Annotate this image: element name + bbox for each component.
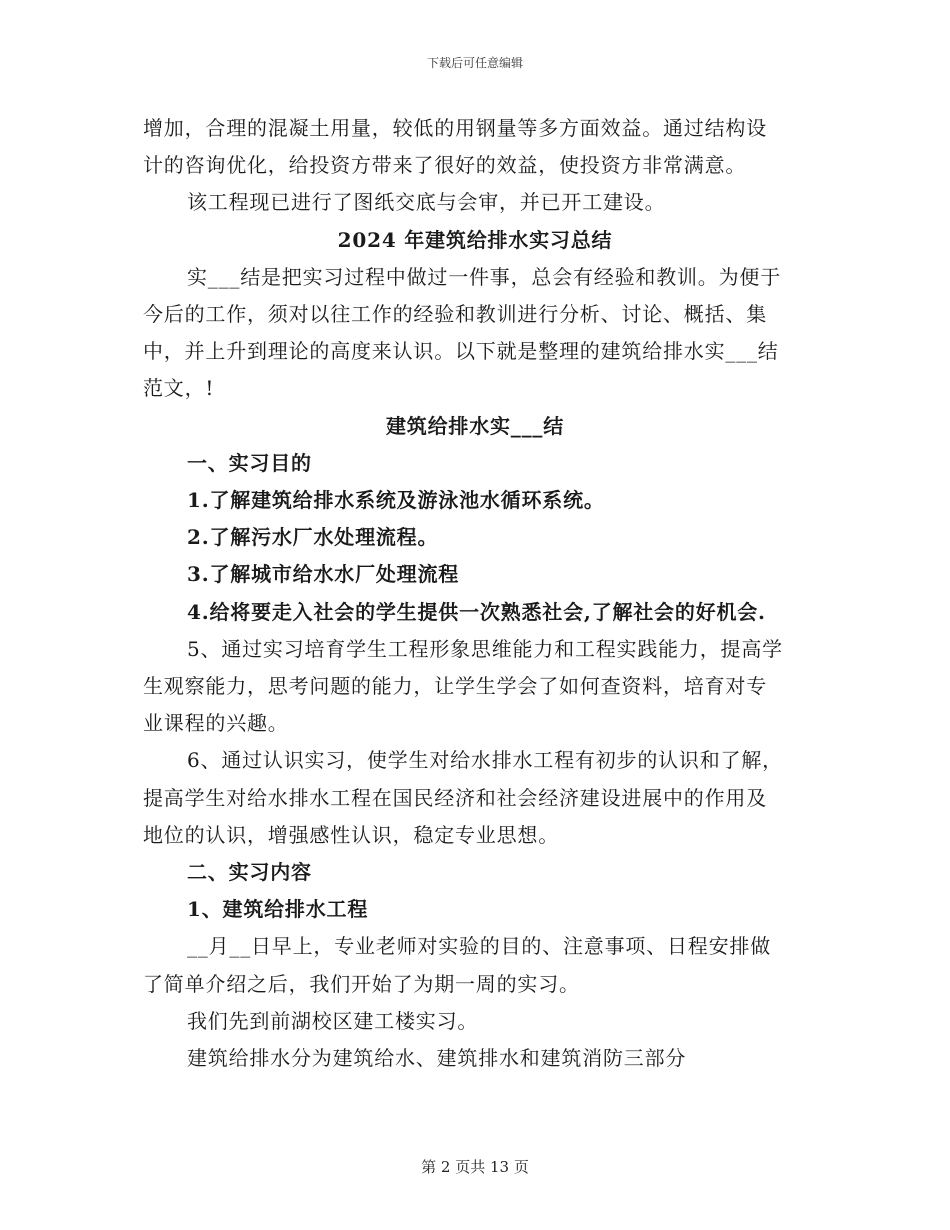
body-text-line: 范文，! [143, 376, 215, 401]
section-heading: 一、实习目的 [187, 450, 312, 475]
body-text-line: 中，并上升到理论的高度来认识。以下就是整理的建筑给排水实___结 [143, 339, 779, 364]
body-text-line: 业课程的兴趣。 [143, 711, 289, 736]
page-header: 下载后可任意编辑 [426, 56, 523, 70]
body-text-line: 提高学生对给水排水工程在国民经济和社会经济建设进展中的作用及 [143, 785, 767, 810]
body-text-line: 了简单介绍之后，我们开始了为期一周的实习。 [143, 971, 580, 996]
body-text-line: 建筑给排水分为建筑给水、建筑排水和建筑消防三部分 [187, 1046, 687, 1071]
subsection-heading: 1、建筑给排水工程 [187, 897, 369, 922]
section-title: 建筑给排水实___结 [386, 413, 564, 438]
list-item: 4.给将要走入社会的学生提供一次熟悉社会,了解社会的好机会. [187, 599, 766, 624]
body-text-line: 我们先到前湖校区建工楼实习。 [187, 1008, 479, 1033]
body-text-line: 增加，合理的混凝土用量，较低的用钢量等多方面效益。通过结构设 [143, 116, 767, 140]
document-title: 2024 年建筑给排水实习总结 [337, 227, 613, 252]
body-text-line: 6、通过认识实习，使学生对给水排水工程有初步的认识和了解， [187, 748, 783, 773]
body-text-line: 该工程现已进行了图纸交底与会审，并已开工建设。 [187, 190, 666, 215]
body-text-line: 生观察能力，思考问题的能力，让学生学会了如何查资料，培育对专 [143, 674, 767, 699]
list-item: 3.了解城市给水水厂处理流程 [187, 562, 460, 587]
body-text-line: __月__日早上，专业老师对实验的目的、注意事项、日程安排做 [187, 934, 771, 959]
body-text-line: 今后的工作，须对以往工作的经验和教训进行分析、讨论、概括、集 [143, 302, 767, 327]
body-text-line: 计的咨询优化，给投资方带来了很好的效益，使投资方非常满意。 [143, 153, 747, 178]
section-heading: 二、实习内容 [187, 860, 312, 885]
list-item: 2.了解污水厂水处理流程。 [187, 525, 439, 550]
body-text-line: 地位的认识，增强感性认识，稳定专业思想。 [143, 822, 559, 847]
body-text-line: 5、通过实习培育学生工程形象思维能力和工程实践能力，提高学 [187, 636, 783, 661]
document-body [143, 110, 807, 1077]
list-item: 1.了解建筑给排水系统及游泳池水循环系统。 [187, 488, 605, 513]
body-text-line: 实___结是把实习过程中做过一件事，总会有经验和教训。为便于 [187, 264, 781, 289]
page-footer: 第 2 页共 13 页 [421, 1158, 529, 1176]
